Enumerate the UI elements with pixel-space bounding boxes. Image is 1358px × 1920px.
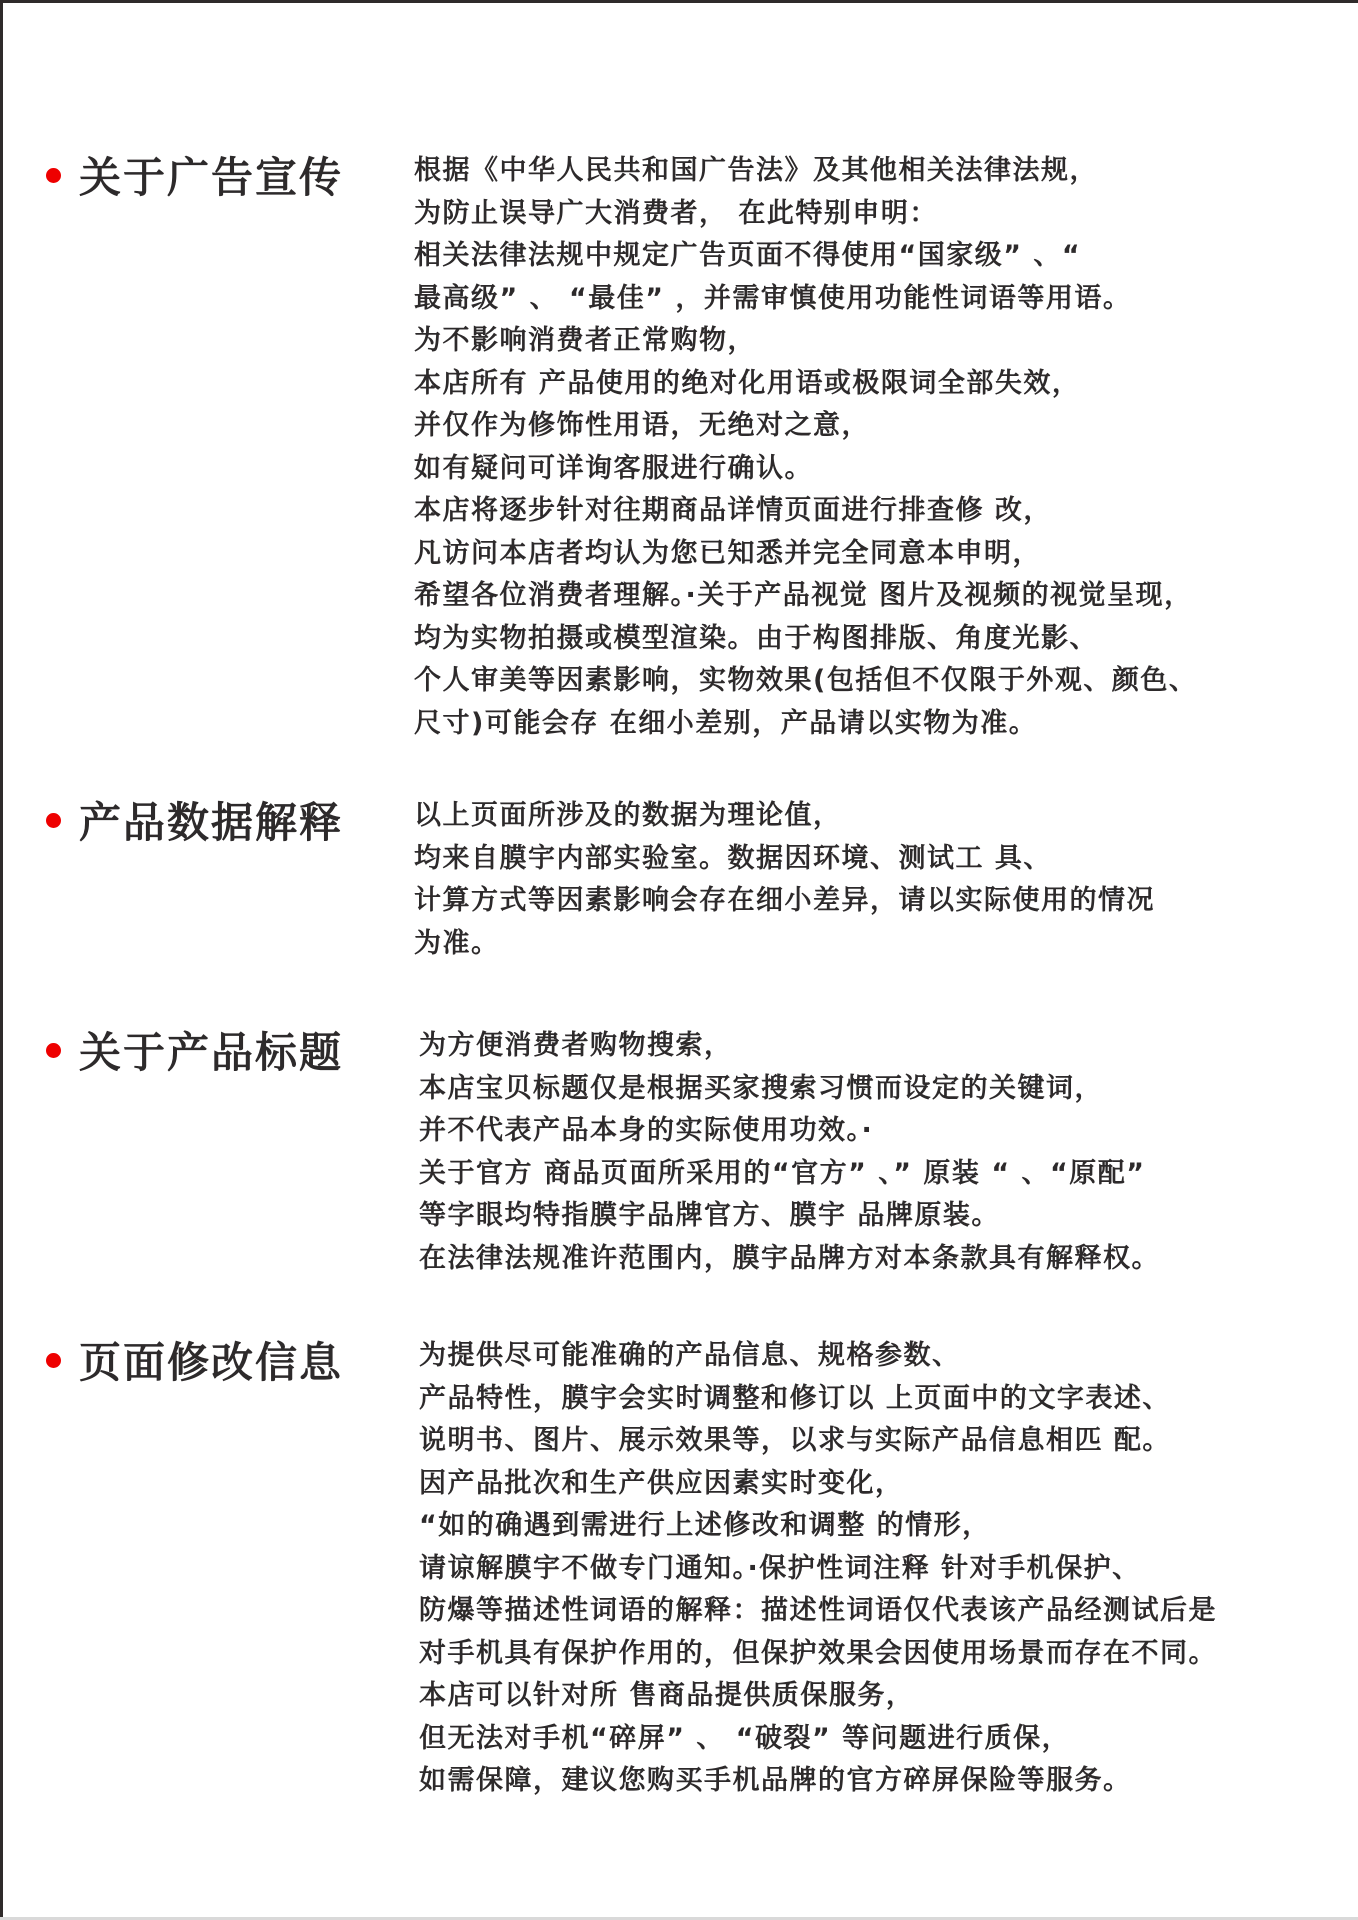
body-line: 最高级” 、 “最佳” ，并需审慎使用功能性词语等用语。 [414, 282, 1132, 314]
body-line: 根据《中华人民共和国广告法》及其他相关法律法规， [414, 155, 1098, 186]
body-line: 本店所有 产品使用的绝对化用语或极限词全部失效， [414, 367, 1081, 399]
body-line: 为准。 [414, 927, 500, 959]
frame-left-border [0, 0, 3, 1920]
body-line: 均为实物拍摄或模型渲染。由于构图排版、角度光影、 [414, 622, 1098, 654]
red-bullet-icon [46, 1043, 61, 1058]
body-line: 为方便消费者购物搜索， [419, 1030, 733, 1061]
body-line: 如需保障，建议您购买手机品牌的官方碎屏保险等服务。 [419, 1765, 1132, 1796]
body-line: 相关法律法规中规定广告页面不得使用“国家级” 、“ [414, 240, 1082, 271]
body-line: 因产品批次和生产供应因素实时变化， [419, 1467, 904, 1499]
body-line: 均来自膜宇内部实验室。数据因环境、测试工 具、 [414, 842, 1052, 874]
body-line: 等字眼均特指膜宇品牌官方、膜宇 品牌原装。 [419, 1200, 1000, 1231]
body-line: 凡访问本店者均认为您已知悉并完全同意本申明， [414, 537, 1041, 569]
section-heading [46, 795, 343, 845]
body-line: 关于官方 商品页面所采用的“官方” 、” 原装 “ 、“原配” [419, 1157, 1146, 1189]
section-body [419, 1335, 1217, 1803]
body-line: 但无法对手机“碎屏” 、 “破裂” 等问题进行质保， [419, 1722, 1071, 1754]
body-line: 计算方式等因素影响会存在细小差异，请以实际使用的情况 [414, 885, 1155, 916]
section-heading [46, 150, 343, 200]
body-line: 为防止误导广大消费者， 在此特别申明： [414, 197, 938, 229]
section-heading [46, 1025, 343, 1075]
red-bullet-icon [46, 813, 61, 828]
body-line: 本店宝贝标题仅是根据买家搜索习惯而设定的关键词， [419, 1072, 1103, 1104]
body-line: 在法律法规准许范围内，膜宇品牌方对本条款具有解释权。 [419, 1242, 1160, 1274]
red-bullet-icon [46, 1353, 61, 1368]
section-title: 关于广告宣传 [79, 153, 344, 202]
red-bullet-icon [46, 168, 61, 183]
body-line: “如的确遇到需进行上述修改和调整 的情形， [419, 1510, 991, 1541]
body-line: 请谅解膜宇不做专门通知。·保护性词注释 针对手机保护、 [419, 1552, 1141, 1584]
section-title: 页面修改信息 [79, 1338, 344, 1387]
body-line: 说明书、图片、展示效果等，以求与实际产品信息相匹 配。 [419, 1425, 1171, 1456]
body-line: 以上页面所涉及的数据为理论值， [414, 800, 842, 831]
body-line: 个人审美等因素影响，实物效果(包括但不仅限于外观、颜色、 [414, 665, 1198, 696]
body-line: 并仅作为修饰性用语，无绝对之意， [414, 410, 870, 441]
frame-top-border [0, 0, 1358, 3]
section-title: 关于产品标题 [79, 1028, 344, 1077]
section-body [419, 1025, 1160, 1280]
body-line: 希望各位消费者理解。·关于产品视觉 图片及视频的视觉呈现， [414, 580, 1193, 611]
body-line: 防爆等描述性词语的解释：描述性词语仅代表该产品经测试后是 [419, 1595, 1217, 1626]
body-line: 尺寸)可能会存 在细小差别，产品请以实物为准。 [414, 707, 1038, 739]
section-body [414, 150, 1197, 745]
body-line: 为提供尽可能准确的产品信息、规格参数、 [419, 1340, 961, 1371]
body-line: 为不影响消费者正常购物， [414, 325, 756, 356]
section-heading [46, 1335, 343, 1385]
section-body [414, 795, 1155, 965]
body-line: 本店将逐步针对往期商品详情页面进行排查修 改， [414, 495, 1052, 526]
body-line: 并不代表产品本身的实际使用功效。· [419, 1115, 874, 1146]
section-title: 产品数据解释 [79, 798, 344, 847]
body-line: 对手机具有保护作用的，但保护效果会因使用场景而存在不同。 [419, 1637, 1217, 1669]
body-line: 如有疑问可详询客服进行确认。 [414, 452, 813, 484]
body-line: 本店可以针对所 售商品提供质保服务， [419, 1680, 915, 1711]
body-line: 产品特性，膜宇会实时调整和修订以 上页面中的文字表述、 [419, 1382, 1171, 1414]
